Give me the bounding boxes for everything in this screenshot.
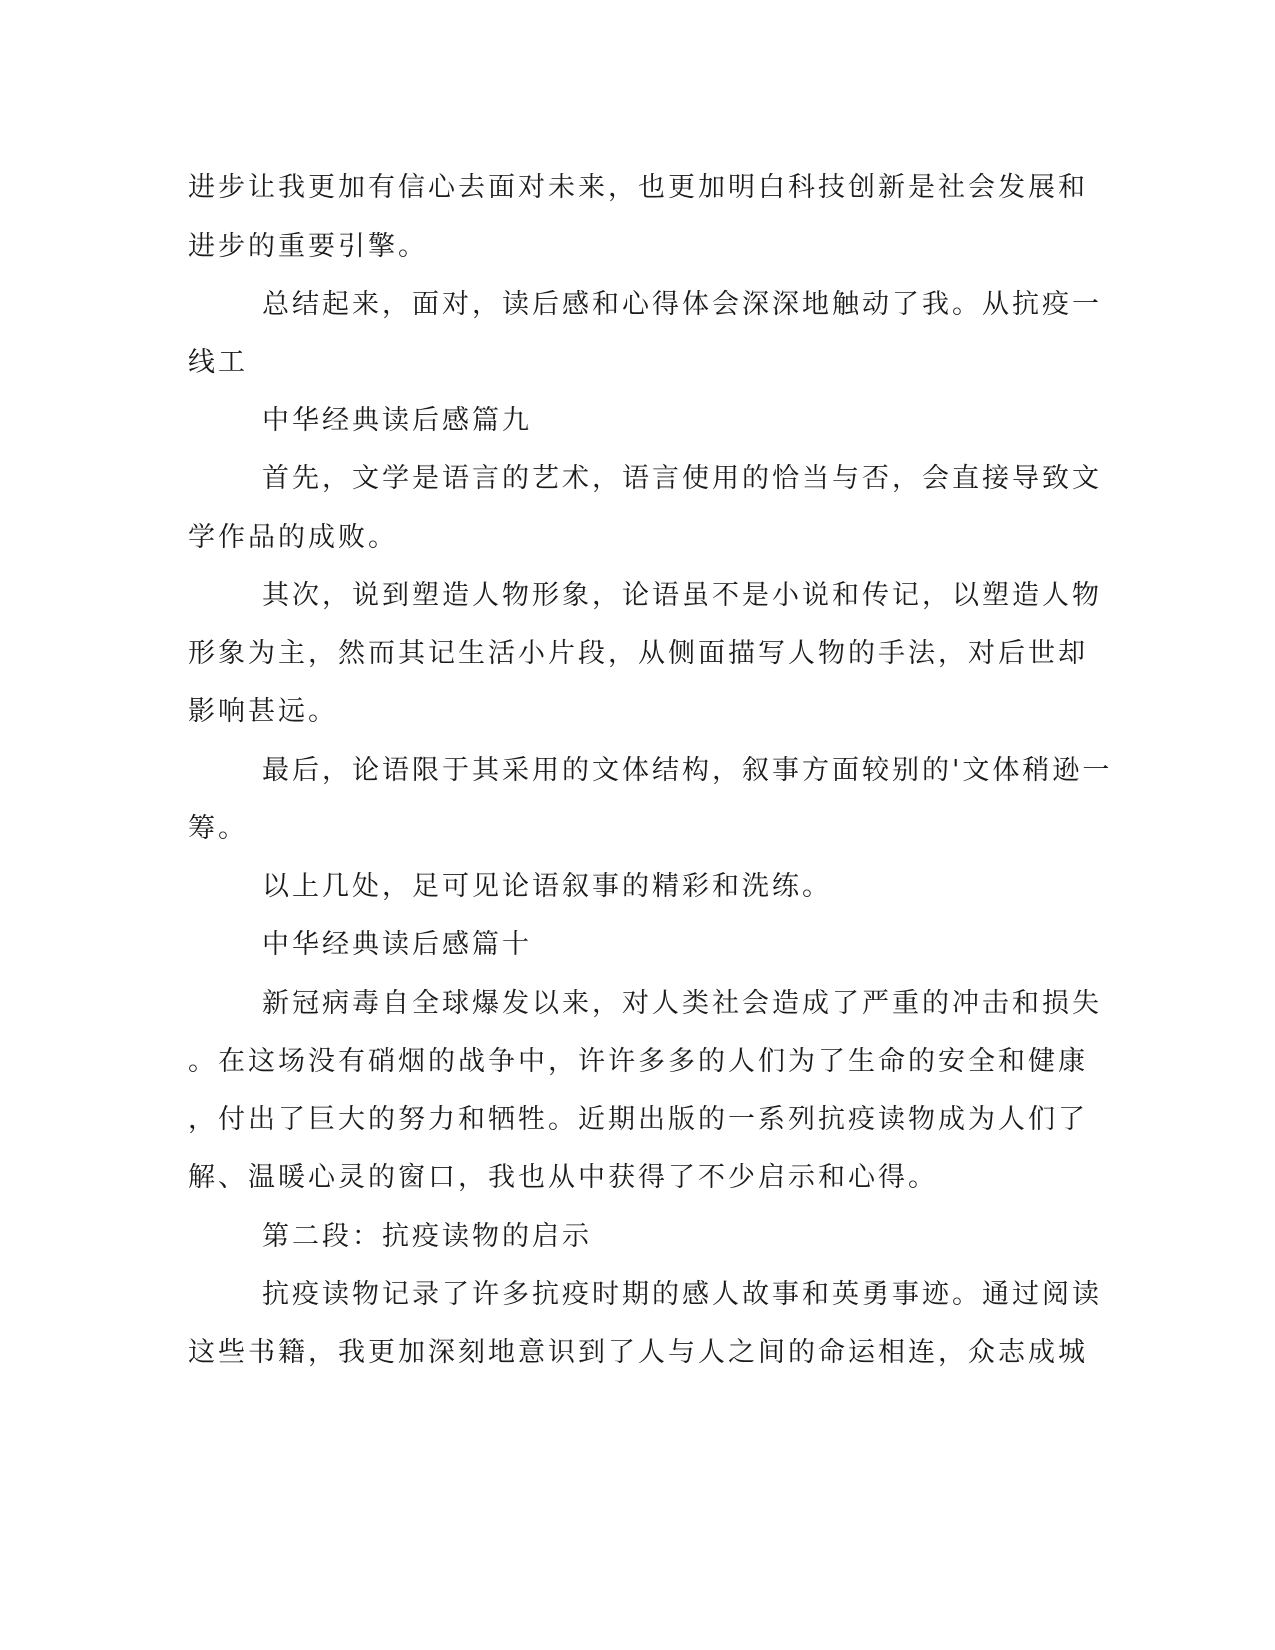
text-line: 。在这场没有硝烟的战争中，许许多多的人们为了生命的安全和健康 — [188, 1046, 1088, 1077]
text-line: 筹。 — [188, 813, 248, 844]
text-line: 以上几处，足可见论语叙事的精彩和洗练。 — [262, 871, 832, 902]
text-line: 进步的重要引擎。 — [188, 231, 428, 262]
text-line: 其次，说到塑造人物形象，论语虽不是小说和传记，以塑造人物 — [262, 580, 1102, 611]
text-line: 总结起来，面对，读后感和心得体会深深地触动了我。从抗疫一 — [262, 289, 1102, 320]
text-line: 最后，论语限于其采用的文体结构，叙事方面较别的'文体稍逊一 — [262, 755, 1113, 786]
section-heading: 中华经典读后感篇十 — [262, 929, 532, 960]
text-line: 抗疫读物记录了许多抗疫时期的感人故事和英勇事迹。通过阅读 — [262, 1279, 1102, 1310]
text-line: ，付出了巨大的努力和牺牲。近期出版的一系列抗疫读物成为人们了 — [188, 1104, 1088, 1135]
text-line: 首先，文学是语言的艺术，语言使用的恰当与否，会直接导致文 — [262, 463, 1102, 494]
text-line: 解、温暖心灵的窗口，我也从中获得了不少启示和心得。 — [188, 1162, 938, 1193]
text-line: 形象为主，然而其记生活小片段，从侧面描写人物的手法，对后世却 — [188, 638, 1088, 669]
text-line: 线工 — [188, 347, 248, 378]
text-line: 进步让我更加有信心去面对未来，也更加明白科技创新是社会发展和 — [188, 172, 1088, 203]
section-heading: 第二段：抗疫读物的启示 — [262, 1221, 592, 1252]
text-line: 影响甚远。 — [188, 696, 338, 727]
section-heading: 中华经典读后感篇九 — [262, 405, 532, 436]
text-line: 新冠病毒自全球爆发以来，对人类社会造成了严重的冲击和损失 — [262, 988, 1102, 1019]
text-line: 这些书籍，我更加深刻地意识到了人与人之间的命运相连，众志成城 — [188, 1337, 1088, 1368]
text-line: 学作品的成败。 — [188, 522, 398, 553]
